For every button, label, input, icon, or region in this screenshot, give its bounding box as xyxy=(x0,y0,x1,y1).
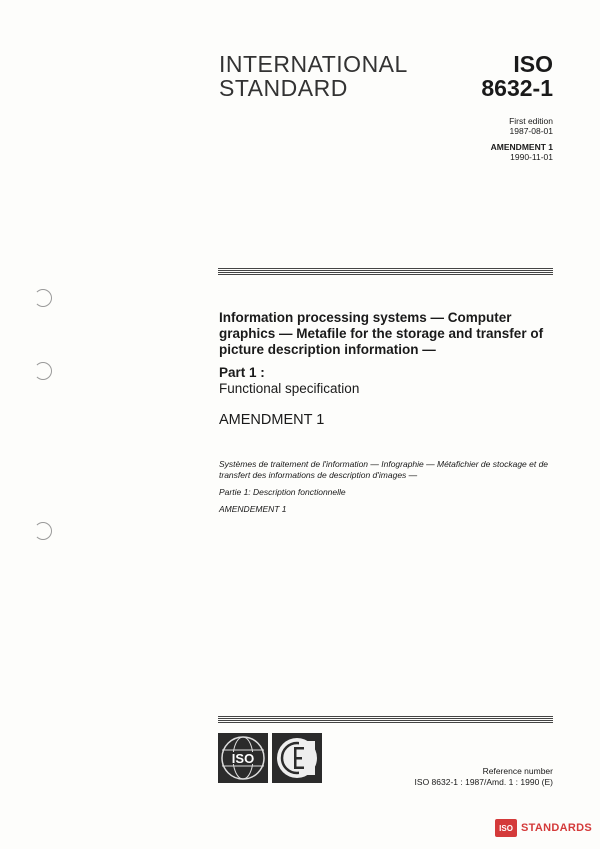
document-type-line1: INTERNATIONAL xyxy=(219,51,408,77)
edition-info xyxy=(491,116,553,162)
part-label: Part 1 : xyxy=(219,365,265,380)
iso-logo xyxy=(218,733,268,783)
punch-hole-top xyxy=(34,289,52,307)
reference-number: ISO 8632-1 : 1987/Amd. 1 : 1990 (E) xyxy=(414,777,553,787)
french-title: Systèmes de traitement de l'information — Infographie — Métafichier de stockage et de transfert des informations de description d'images — xyxy=(219,459,549,480)
punch-hole-bottom xyxy=(34,522,52,540)
amendment-heading: AMENDMENT 1 xyxy=(219,412,325,428)
bottom-divider xyxy=(218,716,553,723)
watermark-badge xyxy=(495,819,592,837)
document-type-line2: STANDARD xyxy=(219,75,348,101)
document-type xyxy=(219,52,408,100)
first-edition-date: 1987-08-01 xyxy=(509,126,553,136)
iso-logo-text: ISO xyxy=(231,751,255,766)
reference-label: Reference number xyxy=(482,766,553,776)
iso-number: 8632-1 xyxy=(481,75,553,101)
part-block xyxy=(219,365,359,397)
french-title-block xyxy=(219,459,564,521)
amendment-label: AMENDMENT 1 xyxy=(490,142,553,152)
iec-logo xyxy=(272,733,322,783)
document-title: Information processing systems — Computer graphics — Metafile for the storage and transfer of picture description information — xyxy=(219,310,544,357)
part-title: Functional specification xyxy=(219,381,360,396)
first-edition-label: First edition xyxy=(509,116,553,126)
amendment-date: 1990-11-01 xyxy=(510,152,553,162)
iso-label: ISO xyxy=(513,51,553,77)
watermark-text: STANDARDS xyxy=(521,822,592,834)
iso-identifier xyxy=(481,52,553,100)
watermark-iso-icon: ISO xyxy=(495,819,517,837)
french-amendment: AMENDEMENT 1 xyxy=(219,504,287,514)
french-part: Partie 1: Description fonctionnelle xyxy=(219,487,346,497)
reference-block xyxy=(415,766,553,788)
punch-hole-middle xyxy=(34,362,52,380)
top-divider xyxy=(218,268,553,275)
